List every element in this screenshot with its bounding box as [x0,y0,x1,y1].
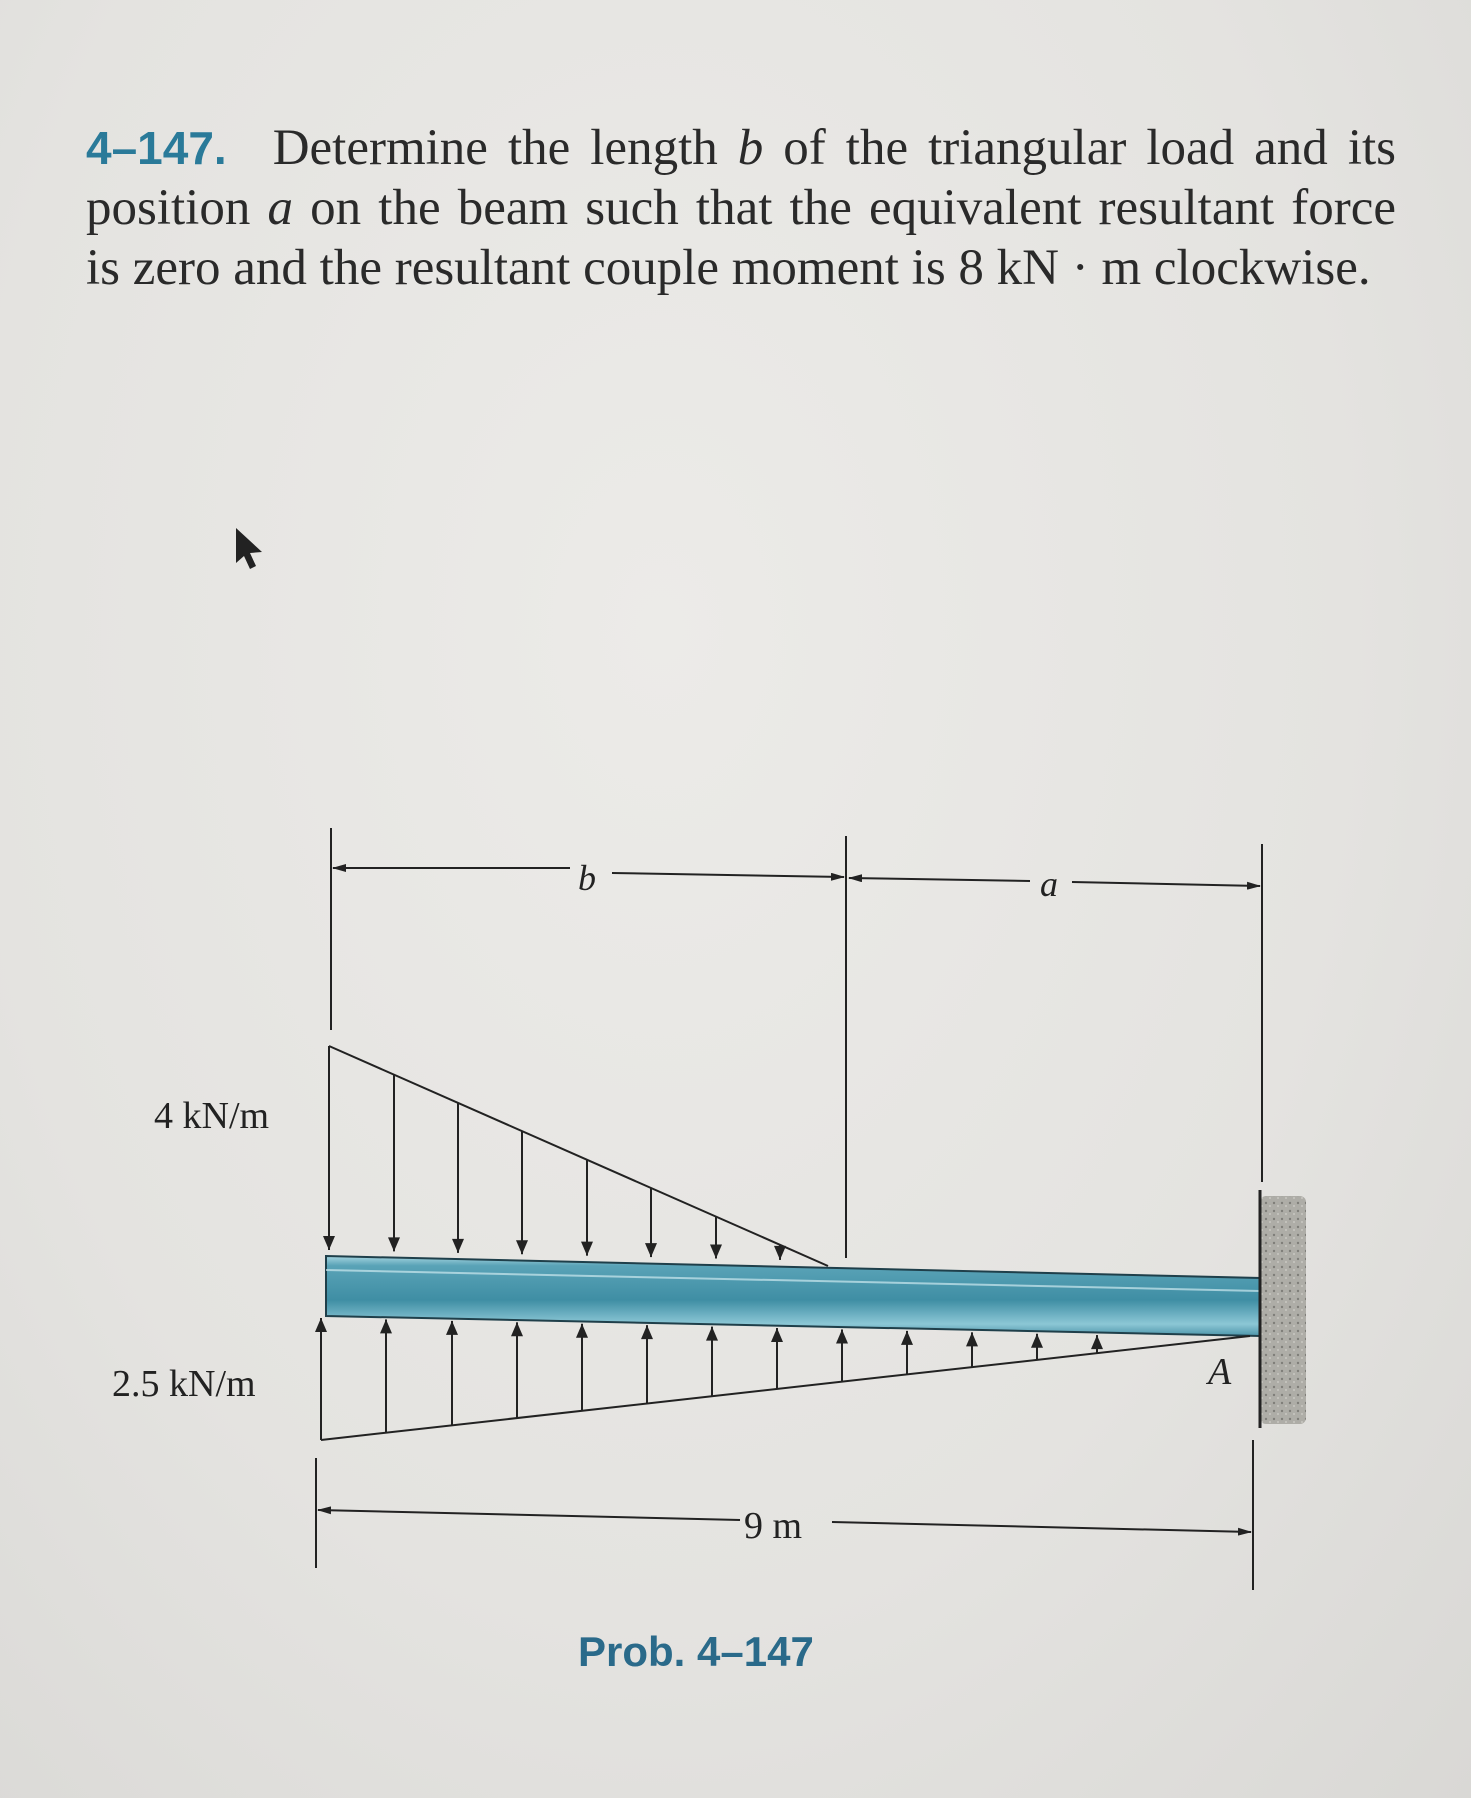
dim-a-label: a [1040,864,1058,904]
dimension-span [316,1440,1253,1590]
cursor-arrow-icon [236,528,262,569]
load-bottom-slope [321,1336,1250,1440]
span-line-right [832,1522,1251,1532]
up-arrow-head [901,1331,913,1345]
wall-hatch [1260,1196,1306,1424]
up-arrow-head [771,1328,783,1342]
dimension-b [331,828,846,1258]
problem-text-2: of the triangular load and its position [86,120,1397,236]
down-arrow-head [710,1245,722,1259]
span-label: 9 m [744,1505,803,1547]
dim-line-b-right [612,873,844,877]
beam [326,1256,1260,1336]
bottom-triangular-load [112,1318,1250,1440]
up-arrow-head [576,1324,588,1338]
load-bottom-label: 2.5 kN/m [112,1363,256,1405]
up-arrow-head [641,1325,653,1339]
problem-text-1: Determine the length [272,120,738,176]
up-arrow-head [966,1332,978,1346]
beam-body [326,1256,1260,1336]
down-arrow-head [516,1240,528,1254]
variable-a: a [267,180,293,236]
down-load-arrows [323,1046,786,1260]
problem-number: 4–147. [86,122,227,174]
support-label-a: A [1208,1351,1232,1393]
down-arrow-head [645,1243,657,1257]
up-arrow-head [446,1321,458,1335]
up-arrow-head [1091,1335,1103,1349]
up-arrow-head [380,1319,392,1333]
load-top-label: 4 kN/m [154,1095,270,1137]
down-arrow-head [452,1239,464,1253]
up-arrow-head [511,1322,523,1336]
up-arrow-head [836,1329,848,1343]
top-triangular-load [154,1046,828,1266]
span-line-left [318,1510,740,1520]
dim-line-a-left [849,878,1030,881]
up-arrow-head [1031,1334,1043,1348]
up-load-arrows [315,1318,1103,1440]
down-arrow-head [774,1246,786,1260]
figure-caption: Prob. 4–147 [578,1628,814,1675]
variable-b: b [737,120,764,176]
dim-line-a-right [1072,882,1260,886]
up-arrow-head [315,1318,327,1332]
dimension-a [849,844,1262,1182]
down-arrow-head [388,1237,400,1251]
problem-text-3: on the beam such that the equivalent resultant force is zero and the resultant couple moment is 8 kN · m clockwise. [86,180,1397,296]
load-top-slope [329,1046,828,1266]
dim-b-label: b [578,858,596,898]
up-arrow-head [706,1327,718,1341]
down-arrow-head [323,1236,335,1250]
down-arrow-head [581,1242,593,1256]
